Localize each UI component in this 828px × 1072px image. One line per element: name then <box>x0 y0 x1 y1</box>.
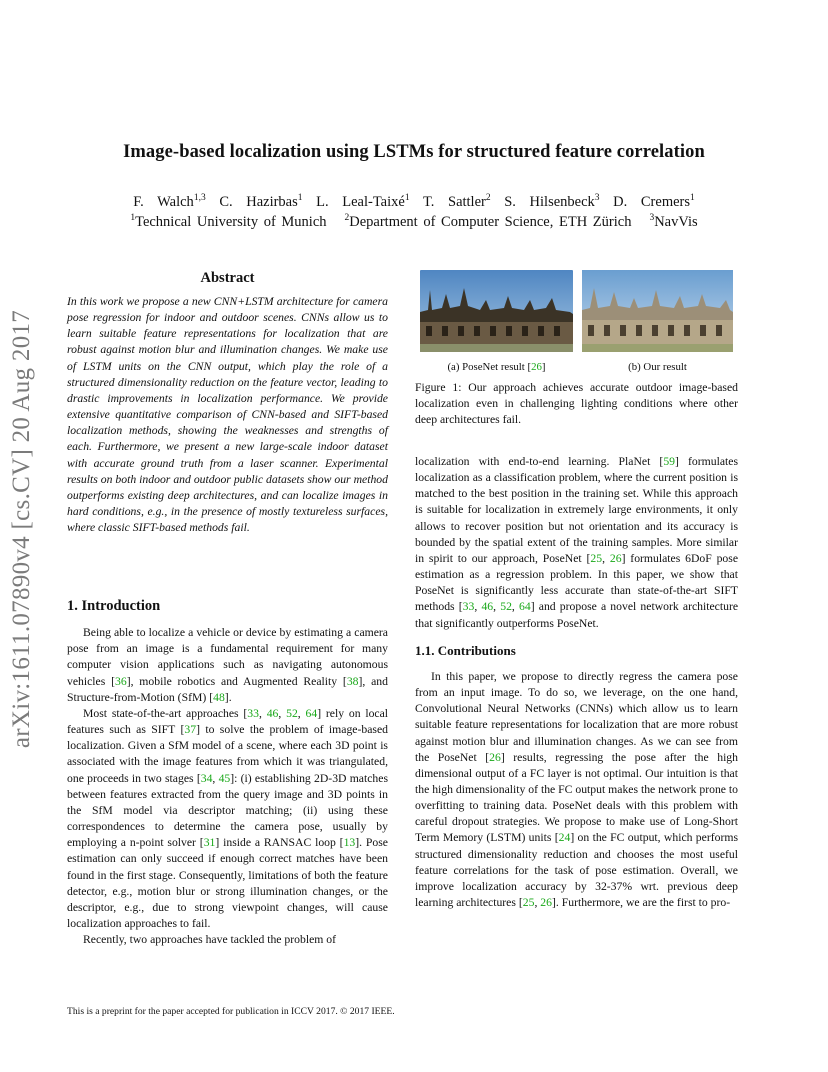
citation-link[interactable]: 59 <box>663 455 676 468</box>
citation-link[interactable]: 26 <box>531 361 542 373</box>
author-list <box>0 193 828 211</box>
affiliation: $^2$Department of Computer Science, ETH Zürich <box>344 213 632 230</box>
affiliation: $^1$Technical University of Munich <box>130 213 327 230</box>
citation-link[interactable]: 26 <box>609 551 622 565</box>
citation-link[interactable]: 26 <box>540 896 552 910</box>
author-affiliation-mark: 2 <box>485 193 491 203</box>
citation-link[interactable]: 26 <box>489 750 501 764</box>
author-name: D. Cremers$^1$ <box>613 193 695 210</box>
author-name: L. Leal-Taixé$^1$ <box>316 193 410 210</box>
right-paragraph-continued: localization with end-to-end learning. PlaNet [59] formulates localization as a classification problem, where the current position is matched to the best position in the training set. While this approach is suitable for localization in extremely large environments, it only allows to recover position but not orientation and its accuracy is bounded by the spatial extent of the training samples. More similar in spirit to our approach, PoseNet [25, 26] formulates 6DoF pose estimation as a regression problem. In this paper, we show that PoseNet is significantly less accurate than state-of-the-art SIFT methods [33, 46, 52, 64] and propose a novel network architecture that significantly outperforms PoseNet. <box>415 455 739 630</box>
intro-paragraph-1: Being able to localize a vehicle or device by estimating a camera pose from an image is a fundamental requirement for many computer vision applications such as navigating autonomous vehicles [36], mobile robotics and Augmented Reality [38], and Structure-from-Motion (SfM) [48]. <box>67 626 388 704</box>
citation-link[interactable]: 52 <box>286 706 298 720</box>
affiliation-mark: 1 <box>130 213 136 223</box>
citation-link[interactable]: 64 <box>519 600 531 614</box>
introduction-heading: 1. Introduction <box>67 598 161 614</box>
citation-link[interactable]: 46 <box>481 600 494 614</box>
preprint-footer: This is a preprint for the paper accepted for publication in ICCV 2017. © 2017 IEEE. <box>67 1006 395 1017</box>
author-affiliation-mark: 3 <box>594 193 600 203</box>
citation-link[interactable]: 24 <box>558 831 571 845</box>
author-affiliation-mark: 1,3 <box>193 193 206 203</box>
affiliation-list <box>0 213 828 231</box>
citation-link[interactable]: 34 <box>200 771 213 785</box>
arxiv-identifier: arXiv:1611.07890v4 [cs.CV] 20 Aug 2017 <box>8 309 35 749</box>
affiliation: $^3$NavVis <box>649 213 698 230</box>
citation-link[interactable]: 37 <box>184 723 197 737</box>
citation-link[interactable]: 45 <box>218 771 231 785</box>
subfigure-caption-b: (b) Our result <box>628 361 687 373</box>
author-name: S. Hilsenbeck$^3$ <box>504 193 600 210</box>
citation-link[interactable]: 38 <box>346 674 359 688</box>
citation-link[interactable]: 13 <box>343 836 356 850</box>
contributions-paragraph: In this paper, we propose to directly regress the camera pose from an input image. To do so, we leverage, on the one hand, Convolutional Neural Networks (CNNs) which allow us to learn suitable feature representations for localization that are more robust against motion blur and illumination changes. As we can see from the PoseNet [26] results, regressing the pose after the high dimensional output of a FC layer is not optimal. Our intuition is that the high dimensionality of the FC output makes the network prone to overfitting to training data. PoseNet deals with this problem with careful dropout strategies. We propose to make use of Long-Short Term Memory (LSTM) units [24] on the FC output, which performs structured dimensionality reduction and chooses the most useful feature correlations for the task of pose estimation. Overall, we improve localization accuracy by 32-37% wrt. previous deep learning architectures [25, 26]. Furthermore, we are the first to pro- <box>415 669 738 910</box>
introduction-section <box>67 598 388 948</box>
citation-link[interactable]: 36 <box>115 674 127 688</box>
abstract-paragraph: In this work we propose a new CNN+LSTM architecture for camera pose regression for indoor and outdoor scenes. CNNs allow us to learn suitable feature representations for localization that are robust against motion blur and illumination changes. We make use of LSTM units on the CNN output, which play the role of a structured dimensionality reduction on the feature vector, leading to drastic improvements in localization performance. We provide extensive quantitative comparison of CNN-based and SIFT-based localization methods, showing the weaknesses and strengths of each. Furthermore, we present a new large-scale indoor dataset with accurate ground truth from a laser scanner. Experimental results on both indoor and outdoor public datasets show our method outperforms existing deep architectures, and can localize images in hard conditions, e.g., in the presence of mostly textureless surfaces, where classic SIFT-based methods fail. <box>67 295 388 535</box>
citation-link[interactable]: 33 <box>462 600 475 614</box>
citation-link[interactable]: 46 <box>266 706 279 720</box>
author-affiliation-mark: 1 <box>297 193 303 203</box>
citation-link[interactable]: 52 <box>500 600 512 614</box>
figure-posenet-image <box>420 270 573 352</box>
author-name: C. Hazirbas$^1$ <box>219 193 303 210</box>
intro-paragraph-3: Recently, two approaches have tackled the problem of <box>83 933 337 947</box>
figure-our-result-image <box>582 270 733 352</box>
figure-caption: Figure 1: Our approach achieves accurate outdoor image-based localization even in challenging lighting conditions where other deep architectures fail. <box>415 381 738 427</box>
author-affiliation-mark: 1 <box>404 193 410 203</box>
citation-link[interactable]: 25 <box>522 896 535 910</box>
right-column <box>415 454 738 911</box>
abstract-text <box>67 294 388 536</box>
citation-link[interactable]: 48 <box>213 690 225 704</box>
citation-link[interactable]: 33 <box>247 706 259 720</box>
contributions-heading: 1.1. Contributions <box>415 642 516 658</box>
affiliation-mark: 3 <box>649 213 655 223</box>
paper-title: Image-based localization using LSTMs for structured feature correlation <box>123 142 705 162</box>
author-name: F. Walch$^{1,3}$ <box>133 193 206 210</box>
intro-paragraph-2: Most state-of-the-art approaches [33, 46, 52, 64] rely on local features such as SIFT [37] to solve the problem of image-based localization. Given a SfM model of a scene, where each 3D point is associated with the image features from which it was triangulated, one proceeds in two stages [34, 45]: (i) establishing 2D-3D matches between features extracted from the query image and 3D points in the SfM model via descriptor matching; (ii) using these correspondences to determine the camera pose, usually by employing a n-point solver [31] inside a RANSAC loop [13]. Pose estimation can only succeed if enough correct matches have been found in the first stage. Consequently, limitations of both the feature detector, e.g., motion blur or strong illumination changes, or the descriptor, e.g., due to strong viewpoint changes, will cause localization approaches to fail. <box>67 706 389 930</box>
abstract-heading: Abstract <box>200 270 255 286</box>
author-affiliation-mark: 1 <box>690 193 695 203</box>
affiliation-mark: 2 <box>344 213 350 223</box>
citation-link[interactable]: 64 <box>305 706 318 720</box>
citation-link[interactable]: 25 <box>590 551 603 565</box>
subfigure-caption-a: (a) PoseNet result [26] <box>447 361 546 373</box>
author-name: T. Sattler$^2$ <box>422 193 491 210</box>
citation-link[interactable]: 31 <box>203 836 216 850</box>
